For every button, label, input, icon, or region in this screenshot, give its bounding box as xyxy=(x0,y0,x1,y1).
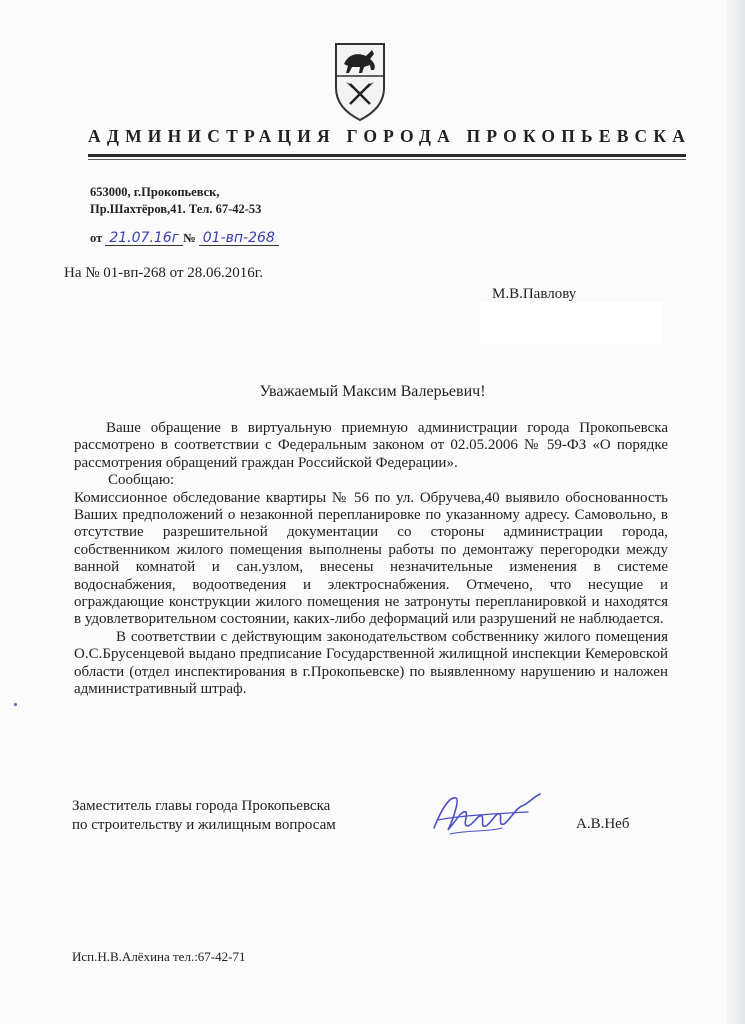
organization-title: АДМИНИСТРАЦИЯ ГОРОДА ПРОКОПЬЕВСКА xyxy=(88,126,692,146)
outgoing-date: 21.07.16г xyxy=(105,231,183,246)
registration-line xyxy=(90,231,279,246)
body-paragraph-3: Комиссионное обследование квартиры № 56 по ул. Обручева,40 выявило обоснованность Ваших предположений о незаконной перепланировке по указанному адресу. Самовольно, в отсутствие разрешительной документации со стороны администрации города, собственником жилого помещения выполнены работы по демонтажу перегородки между ванной комнатой и сан.узлом, внесены незначительные изменения в системе водоснабжения, водоотведения и электроснабжения. Отмечено, что несущие и ограждающие конструкции жилого помещения не затронуты перепланировкой и находятся в удовлетворительном состоянии, каких-либо деформаций или разрушений не наблюдается. xyxy=(74,489,668,628)
greeting: Уважаемый Максим Валерьевич! xyxy=(259,383,486,400)
body-paragraph-4: В соответствии с действующим законодательством собственнику жилого помещения О.С.Брусенцевой выдано предписание Государственной жилищной инспекции Кемеровской области (отдел инспектирования в г.Прокопьевске) по выявленному нарушению и наложен административный штраф. xyxy=(74,628,668,698)
number-prefix: № xyxy=(183,231,196,245)
redacted-address-block xyxy=(480,302,663,344)
ink-dot xyxy=(14,703,17,706)
executor-line: Исп.Н.В.Алёхина тел.:67-42-71 xyxy=(72,949,246,964)
header-divider-thin xyxy=(88,159,686,160)
scan-edge xyxy=(727,0,745,1024)
body-paragraph-1: Ваше обращение в виртуальную приемную администрации города Прокопьевска рассмотрено в соответствии с Федеральным законом от 02.05.2006 № 59-ФЗ «О порядке рассмотрения обращений граждан Российской Федерации». xyxy=(74,420,668,471)
date-prefix: от xyxy=(90,231,103,245)
city-coat-of-arms-icon xyxy=(330,40,390,122)
signatory-position-line-1: Заместитель главы города Прокопьевска xyxy=(72,798,331,814)
body-paragraph-2: Сообщаю: xyxy=(108,472,175,489)
letter-body xyxy=(74,420,668,699)
reply-reference: На № 01-вп-268 от 28.06.2016г. xyxy=(64,265,263,281)
signatory-position xyxy=(72,797,336,835)
signatory-position-line-2: по строительству и жилищным вопросам xyxy=(72,817,336,833)
address-line-2: Пр.Шахтёров,41. Тел. 67-42-53 xyxy=(90,202,262,216)
outgoing-number: 01-вп-268 xyxy=(199,231,279,246)
addressee-name: М.В.Павлову xyxy=(492,286,577,302)
address-line-1: 653000, г.Прокопьевск, xyxy=(90,185,220,199)
signatory-name: А.В.Неб xyxy=(576,816,630,832)
header-divider xyxy=(88,154,686,157)
handwritten-signature-icon xyxy=(428,788,548,840)
